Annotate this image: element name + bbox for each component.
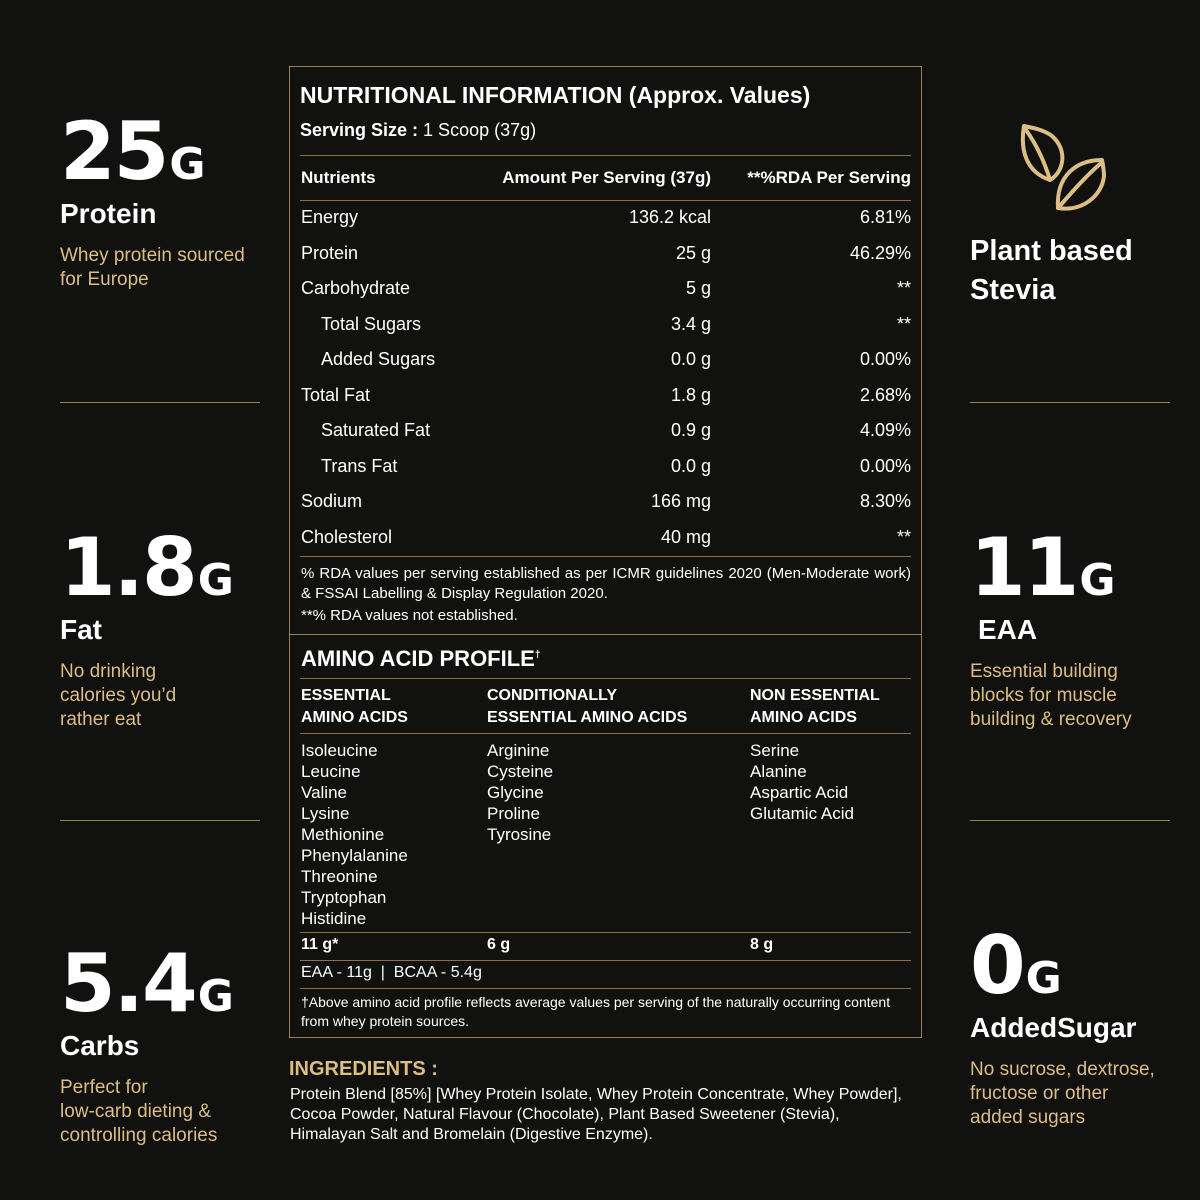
amino-acid-item: Proline [487,804,540,823]
nutrient-name: Trans Fat [321,455,398,476]
amino-acid-item: Isoleucine [301,741,378,760]
amino-acid-item: Aspartic Acid [750,783,849,802]
stat-value: 0 [970,919,1024,1012]
amino-list-essential [301,740,408,929]
nutrition-row [301,349,911,373]
stat-fat [60,521,234,732]
amino-acid-item: Phenylalanine [301,846,408,865]
nutrient-rda: 6.81% [859,207,911,227]
rda-note-2: **% RDA values not established. [301,607,518,624]
nutrient-name: Carbohydrate [301,278,411,298]
stat-unit: G [169,139,206,190]
rule [300,960,911,961]
amino-acid-item: Tryptophan [301,888,387,907]
stat-unit: G [197,555,234,606]
stat-value: 25 [60,105,168,198]
nutrition-header: Nutrients Amount Per Serving (37g) **%RDA Per Serving [301,168,911,187]
stat-description: Perfect for low-carb dieting & controlling calories [60,1077,218,1146]
stat-label: Fat [60,614,102,645]
nutrition-row [301,420,911,444]
amino-col-nonessential-header: NON ESSENTIAL AMINO ACIDS [750,687,880,726]
amino-title: AMINO ACID PROFILE† [301,646,541,671]
amino-acid-item: Glutamic Acid [750,804,854,823]
rule [300,200,911,201]
nutrient-rda: 0.00% [859,349,911,369]
nutrient-name: Saturated Fat [321,420,431,440]
rda-note: % RDA values per serving established as per ICMR guidelines 2020 (Men-Moderate work) & FSSAI Labelling & Display Regulation 2020. [301,565,911,602]
nutrient-rda: 0.00% [859,455,911,476]
nutrient-rda: 46.29% [849,242,911,263]
rule [300,932,911,933]
nutrient-amount: 0.0 g [670,349,711,369]
nutrient-rda: ** [896,313,911,334]
stat-value: 1.8 [60,521,196,614]
amino-acid-item: Cysteine [487,762,554,781]
amino-acid-item: Arginine [487,741,550,760]
eaa-bcaa-summary: EAA - 11g | BCAA - 5.4g [301,964,482,981]
nutrition-row [301,491,911,515]
serving-size: Serving Size : 1 Scoop (37g) [300,120,537,140]
stat-protein [60,105,245,292]
nutrient-name: Energy [301,207,359,227]
nutrition-row [301,314,911,338]
stat-description: No drinking calories you’d rather eat [60,661,177,730]
divider [970,820,1170,821]
nutrient-amount: 1.8 g [670,384,711,405]
stat-description: Essential building blocks for muscle building & recovery [970,661,1132,730]
amino-acid-item: Threonine [301,867,378,886]
ingredients-title: INGREDIENTS : [289,1058,438,1080]
stat-description: Whey protein sourced for Europe [60,245,245,290]
stat-label: EAA [978,614,1038,645]
rule [300,733,911,734]
rule [300,155,911,156]
stat-carbs [60,937,234,1148]
nutrient-amount: 136.2 kcal [628,207,711,227]
amino-list-nonessential [750,740,854,824]
amino-list-conditional [487,740,553,845]
nutrient-rda: ** [896,526,911,547]
nutrient-rda: 4.09% [859,420,911,440]
nutrient-amount: 0.9 g [670,420,711,440]
amino-total-nonessential: 8 g [750,936,774,953]
nutrient-name: Cholesterol [301,526,393,547]
amino-col-conditional-header: CONDITIONALLY ESSENTIAL AMINO ACIDS [487,687,688,726]
nutrient-name: Added Sugars [321,349,436,369]
stat-label: Protein [60,198,157,229]
amino-acid-item: Alanine [750,762,807,781]
nutrient-name: Total Fat [301,384,371,405]
stat-description: No sucrose, dextrose, fructose or other added sugars [970,1059,1155,1128]
divider [970,402,1170,403]
nutrient-name: Total Sugars [321,313,422,334]
nutrient-rda: 8.30% [859,491,911,511]
nutrition-row [301,385,911,409]
amino-acid-item: Glycine [487,783,544,802]
nutrient-rda: 2.68% [859,384,911,405]
amino-col-essential-header: ESSENTIAL AMINO ACIDS [301,687,408,726]
nutrient-amount: 5 g [685,278,711,298]
amino-total-conditional: 6 g [487,936,511,953]
stat-stevia [970,232,1133,310]
nutrition-row [301,207,911,231]
nutrient-rda: ** [896,278,911,298]
amino-footnote: †Above amino acid profile reflects average values per serving of the naturally occurring content from whey protein sources. [301,994,891,1029]
nutrition-title: NUTRITIONAL INFORMATION (Approx. Values) [300,82,811,108]
nutrition-row [301,527,911,551]
divider [60,820,260,821]
nutrient-amount: 0.0 g [670,455,711,476]
nutrient-name: Protein [301,242,359,263]
stat-label: Carbs [60,1030,140,1061]
stat-value: 5.4 [60,937,196,1030]
stat-eaa [970,521,1132,732]
stat-unit: G [1079,555,1116,606]
amino-acid-item: Leucine [301,762,361,781]
leaf-icon [1016,120,1110,216]
stat-unit: G [197,971,234,1022]
panel-divider [289,634,922,635]
rule [300,678,911,679]
stat-label: Stevia [970,274,1056,306]
rule [300,556,911,557]
amino-acid-item: Methionine [301,825,385,844]
rule [300,988,911,989]
nutrient-amount: 40 mg [660,526,711,547]
stat-label: Plant based [970,235,1133,267]
amino-acid-item: Serine [750,741,800,760]
amino-acid-item: Tyrosine [487,825,552,844]
amino-total-essential: 11 g* [301,936,339,953]
stat-unit: G [1025,953,1062,1004]
stat-added-sugar [970,919,1155,1130]
stat-value: 11 [970,521,1078,614]
stat-label: AddedSugar [970,1012,1137,1043]
nutrient-amount: 3.4 g [670,313,711,334]
nutrient-amount: 25 g [675,242,711,263]
nutrition-row [301,456,911,480]
nutrient-amount: 166 mg [650,491,711,511]
amino-acid-item: Valine [301,783,347,802]
amino-acid-item: Histidine [301,909,367,928]
nutrition-row [301,243,911,267]
nutrition-row [301,278,911,302]
divider [60,402,260,403]
ingredients-text: Protein Blend [85%] [Whey Protein Isolate, Whey Protein Concentrate, Whey Powder], Cocoa Powder, Natural Flavour (Chocolate), Plant Based Sweetener (Stevia), Himalayan Salt and Bromelain (Digestive Enzyme). [290,1086,902,1143]
amino-acid-item: Lysine [301,804,350,823]
nutrient-name: Sodium [301,491,363,511]
